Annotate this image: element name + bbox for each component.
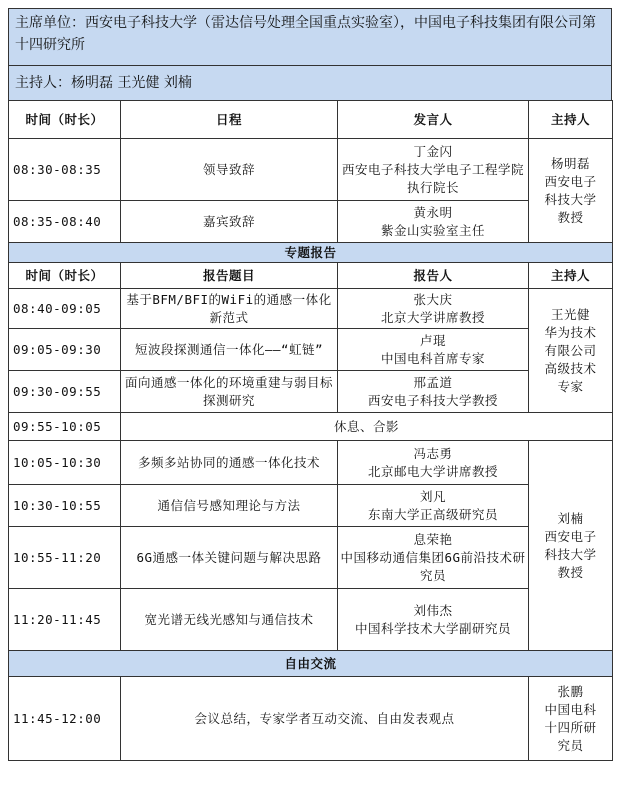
topic-cell: 通信信号感知理论与方法 <box>121 485 338 527</box>
reporter-cell <box>338 329 529 371</box>
topic-cell: 6G通感一体关键问题与解决思路 <box>121 527 338 589</box>
host-cell: 刘楠 西安电子 科技大学 教授 <box>529 441 613 651</box>
reporter-name: 邢孟道 <box>413 374 453 390</box>
break-row <box>9 413 613 441</box>
topic-cell: 短波段探测通信一体化——“虹链” <box>121 329 338 371</box>
reporter-cell <box>338 485 529 527</box>
speaker-cell <box>338 201 529 243</box>
col-speaker-header: 发言人 <box>338 101 529 139</box>
time-cell: 09:05-09:30 <box>9 329 121 371</box>
reporter-cell <box>338 527 529 589</box>
host-cell: 王光健 华为技术 有限公司 高级技术 专家 <box>529 289 613 413</box>
time-cell: 11:45-12:00 <box>9 677 121 761</box>
reporter-name: 卢琨 <box>419 332 446 348</box>
col-host-header: 主持人 <box>529 263 613 289</box>
table-row <box>9 289 613 329</box>
section-title: 自由交流 <box>9 651 613 677</box>
col-host-header: 主持人 <box>529 101 613 139</box>
reporter-title: 北京邮电大学讲席教授 <box>367 463 498 479</box>
reporter-cell <box>338 371 529 413</box>
reporter-title: 中国移动通信集团6G前沿技术研究员 <box>340 549 526 583</box>
agenda-table <box>8 100 613 761</box>
speaker-cell <box>338 139 529 201</box>
reporter-name: 刘凡 <box>419 488 446 504</box>
host-cell: 杨明磊 西安电子 科技大学 教授 <box>529 139 613 243</box>
time-cell: 09:30-09:55 <box>9 371 121 413</box>
time-cell: 10:05-10:30 <box>9 441 121 485</box>
table-row <box>9 441 613 485</box>
section-row <box>9 651 613 677</box>
speaker-name: 丁金闪 <box>413 143 453 159</box>
time-cell: 09:55-10:05 <box>9 413 121 441</box>
topic-cell: 多频多站协同的通感一体化技术 <box>121 441 338 485</box>
col-agenda-header: 日程 <box>121 101 338 139</box>
reporter-title: 东南大学正高级研究员 <box>367 506 498 522</box>
col-time-header: 时间（时长） <box>9 263 121 289</box>
reporter-cell <box>338 589 529 651</box>
table-row <box>9 139 613 201</box>
speaker-title: 西安电子科技大学电子工程学院执行院长 <box>341 161 524 195</box>
reporter-title: 中国电科首席专家 <box>380 350 485 366</box>
section-title: 专题报告 <box>9 243 613 263</box>
col-topic-header: 报告题目 <box>121 263 338 289</box>
reporter-cell <box>338 289 529 329</box>
reporter-name: 息荣艳 <box>413 531 453 547</box>
col-time-header: 时间（时长） <box>9 101 121 139</box>
free-exchange-row <box>9 677 613 761</box>
section-row <box>9 243 613 263</box>
agenda-cell: 领导致辞 <box>121 139 338 201</box>
time-cell: 11:20-11:45 <box>9 589 121 651</box>
table-row <box>9 201 613 243</box>
table-row <box>9 485 613 527</box>
hosts-banner: 主持人：杨明磊 王光健 刘楠 <box>8 65 612 100</box>
schedule-header-row <box>9 101 613 139</box>
reporter-title: 西安电子科技大学教授 <box>367 392 498 408</box>
reporter-cell <box>338 441 529 485</box>
speaker-title: 紫金山实验室主任 <box>380 222 485 238</box>
reporter-name: 张大庆 <box>413 291 453 307</box>
reporter-title: 北京大学讲席教授 <box>380 309 485 325</box>
organizer-banner: 主席单位：西安电子科技大学（雷达信号处理全国重点实验室），中国电子科技集团有限公司第十四研究所 <box>8 8 612 65</box>
reporter-name: 冯志勇 <box>413 445 453 461</box>
col-reporter-header: 报告人 <box>338 263 529 289</box>
table-row <box>9 589 613 651</box>
time-cell: 08:35-08:40 <box>9 201 121 243</box>
time-cell: 10:30-10:55 <box>9 485 121 527</box>
talk-header-row <box>9 263 613 289</box>
reporter-title: 中国科学技术大学副研究员 <box>354 620 511 636</box>
time-cell: 08:40-09:05 <box>9 289 121 329</box>
agenda-cell: 嘉宾致辞 <box>121 201 338 243</box>
time-cell: 08:30-08:35 <box>9 139 121 201</box>
agenda-document <box>8 8 612 761</box>
topic-cell: 基于BFM/BFI的WiFi的通感一体化新范式 <box>121 289 338 329</box>
speaker-name: 黄永明 <box>413 204 453 220</box>
reporter-name: 刘伟杰 <box>413 602 453 618</box>
table-row <box>9 329 613 371</box>
break-label: 休息、合影 <box>121 413 613 441</box>
free-exchange-label: 会议总结，专家学者互动交流、自由发表观点 <box>121 677 529 761</box>
topic-cell: 宽光谱无线光感知与通信技术 <box>121 589 338 651</box>
topic-cell: 面向通感一体化的环境重建与弱目标探测研究 <box>121 371 338 413</box>
table-row <box>9 371 613 413</box>
table-row <box>9 527 613 589</box>
time-cell: 10:55-11:20 <box>9 527 121 589</box>
host-cell: 张鹏 中国电科 十四所研 究员 <box>529 677 613 761</box>
